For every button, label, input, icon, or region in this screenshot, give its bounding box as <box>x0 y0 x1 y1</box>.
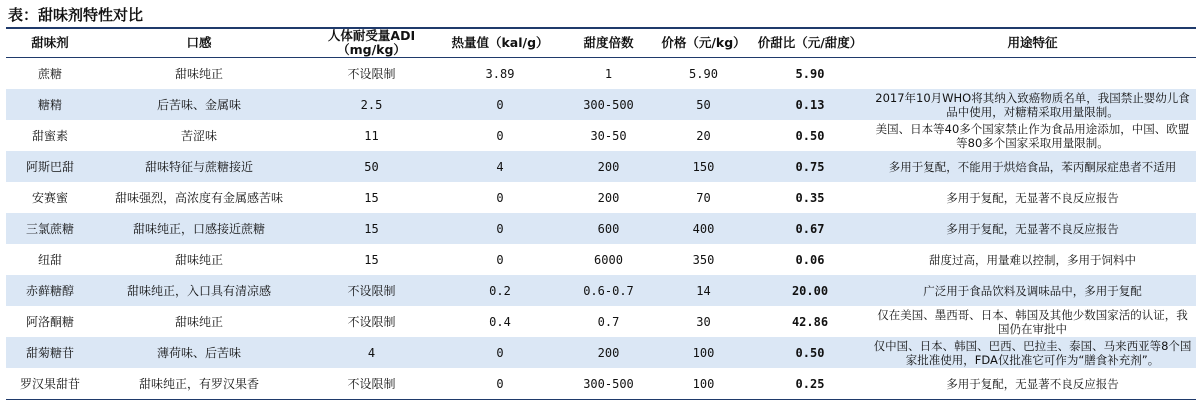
cell-sweetness-multiple: 30-50 <box>590 128 627 143</box>
table-row <box>6 337 1196 368</box>
cell-price: 100 <box>656 337 751 368</box>
cell-taste: 甜味纯正，入口具有清凉感 <box>94 275 304 306</box>
cell-sweetener: 纽甜 <box>37 252 62 267</box>
cell-usage: 仅在美国、墨西哥、日本、韩国及其他少数国家活的认证，我国仍在审批中 <box>877 307 1188 336</box>
header-row <box>6 29 1196 58</box>
cell-adi: 15 <box>364 252 379 267</box>
table-row <box>6 89 1196 120</box>
cell-price-sweetness-ratio: 0.75 <box>751 151 869 182</box>
cell-taste: 甜味纯正，有罗汉果香 <box>94 368 304 400</box>
cell-sweetness-multiple: 1 <box>604 66 613 81</box>
cell-price-sweetness-ratio: 42.86 <box>791 314 829 329</box>
cell-sweetener: 甜菊糖苷 <box>6 337 94 368</box>
cell-price: 30 <box>696 314 711 329</box>
cell-taste: 后苦味、金属味 <box>94 89 304 120</box>
cell-calories: 0 <box>496 252 504 267</box>
cell-adi: 不设限制 <box>304 275 439 306</box>
cell-price: 5.90 <box>689 66 718 81</box>
cell-sweetness-multiple: 200 <box>597 190 620 205</box>
cell-taste: 薄荷味、后苦味 <box>94 337 304 368</box>
cell-taste: 甜味强烈，高浓度有金属感苦味 <box>114 190 283 205</box>
cell-price: 350 <box>692 252 715 267</box>
cell-sweetener: 阿斯巴甜 <box>6 151 94 182</box>
cell-price-sweetness-ratio: 20.00 <box>751 275 869 306</box>
cell-price-sweetness-ratio: 0.25 <box>751 368 869 400</box>
cell-calories: 0 <box>496 190 504 205</box>
cell-calories: 0 <box>439 213 561 244</box>
cell-adi: 15 <box>364 190 379 205</box>
table-row <box>6 306 1196 337</box>
cell-usage: 甜度过高，用量难以控制，多用于饲料中 <box>929 252 1136 267</box>
table-title: 表：甜味剂特性对比 <box>8 6 144 24</box>
table-row <box>6 182 1196 213</box>
table-row <box>6 244 1196 275</box>
cell-sweetener: 蔗糖 <box>37 66 62 81</box>
cell-sweetener: 三氯蔗糖 <box>6 213 94 244</box>
cell-sweetener: 糖精 <box>6 89 94 120</box>
table-row <box>6 151 1196 182</box>
cell-calories: 4 <box>439 151 561 182</box>
cell-price: 150 <box>656 151 751 182</box>
cell-price: 100 <box>656 368 751 400</box>
cell-calories: 0.2 <box>439 275 561 306</box>
cell-calories: 0 <box>439 337 561 368</box>
table-row <box>6 368 1196 400</box>
table-row <box>6 58 1196 90</box>
cell-taste: 甜味纯正 <box>174 314 223 329</box>
cell-adi: 不设限制 <box>304 368 439 400</box>
cell-adi: 11 <box>364 128 379 143</box>
cell-adi: 15 <box>304 213 439 244</box>
header-taste: 口感 <box>94 29 304 58</box>
header-sweetener: 甜味剂 <box>6 29 94 58</box>
cell-taste: 苦涩味 <box>180 128 217 143</box>
cell-sweetness-multiple: 200 <box>561 337 656 368</box>
cell-usage: 多用于复配，不能用于烘焙食品，苯丙酮尿症患者不适用 <box>869 151 1196 182</box>
header-price-sweetness-ratio: 价甜比（元/甜度） <box>751 29 869 58</box>
cell-price: 14 <box>656 275 751 306</box>
cell-sweetness-multiple: 300-500 <box>561 368 656 400</box>
cell-sweetener: 阿洛酮糖 <box>25 314 74 329</box>
cell-sweetener: 安赛蜜 <box>31 190 68 205</box>
cell-price: 70 <box>696 190 711 205</box>
cell-adi: 50 <box>304 151 439 182</box>
table-row <box>6 213 1196 244</box>
cell-calories: 0 <box>496 128 504 143</box>
cell-price: 400 <box>656 213 751 244</box>
cell-usage: 美国、日本等40多个国家禁止作为食品用途添加，中国、欧盟等80多个国家采取用量限制。 <box>875 121 1190 150</box>
cell-price-sweetness-ratio: 0.50 <box>795 128 825 143</box>
table-row <box>6 120 1196 151</box>
sweetener-comparison-table <box>6 29 1196 400</box>
cell-usage: 仅中国、日本、韩国、巴西、巴拉圭、泰国、马来西亚等8个国家批准使用，FDA仅批准它可作为“膳食补充剂”。 <box>869 337 1196 368</box>
cell-sweetener: 甜蜜素 <box>31 128 68 143</box>
cell-calories: 0 <box>439 368 561 400</box>
cell-taste: 甜味纯正 <box>174 252 223 267</box>
cell-taste: 甜味纯正，口感接近蔗糖 <box>94 213 304 244</box>
cell-taste: 甜味纯正 <box>174 66 223 81</box>
cell-usage: 多用于复配，无显著不良反应报告 <box>869 213 1196 244</box>
cell-price-sweetness-ratio: 0.67 <box>751 213 869 244</box>
cell-taste: 甜味特征与蔗糖接近 <box>94 151 304 182</box>
header-usage: 用途特征 <box>869 29 1196 58</box>
cell-sweetener: 罗汉果甜苷 <box>6 368 94 400</box>
cell-adi: 2.5 <box>304 89 439 120</box>
cell-sweetness-multiple: 0.6-0.7 <box>561 275 656 306</box>
cell-price: 50 <box>656 89 751 120</box>
cell-sweetness-multiple: 6000 <box>594 252 623 267</box>
cell-calories: 0 <box>439 89 561 120</box>
cell-usage: 多用于复配，无显著不良反应报告 <box>869 368 1196 400</box>
cell-price-sweetness-ratio: 5.90 <box>795 66 825 81</box>
cell-sweetness-multiple: 200 <box>561 151 656 182</box>
cell-price-sweetness-ratio: 0.13 <box>751 89 869 120</box>
cell-price: 20 <box>696 128 711 143</box>
cell-adi: 4 <box>304 337 439 368</box>
cell-price-sweetness-ratio: 0.50 <box>751 337 869 368</box>
header-sweetness-multiple: 甜度倍数 <box>561 29 656 58</box>
cell-calories: 3.89 <box>485 66 515 81</box>
cell-price-sweetness-ratio: 0.06 <box>795 252 825 267</box>
cell-sweetness-multiple: 0.7 <box>597 314 620 329</box>
cell-adi: 不设限制 <box>347 66 396 81</box>
cell-sweetness-multiple: 600 <box>561 213 656 244</box>
cell-usage <box>869 58 1196 90</box>
table-row <box>6 275 1196 306</box>
header-price: 价格（元/kg） <box>656 29 751 58</box>
cell-calories: 0.4 <box>489 314 511 329</box>
cell-adi: 不设限制 <box>347 314 396 329</box>
header-calories: 热量值（kal/g） <box>439 29 561 58</box>
cell-usage: 多用于复配，无显著不良反应报告 <box>946 190 1119 205</box>
cell-usage: 广泛用于食品饮料及调味品中，多用于复配 <box>869 275 1196 306</box>
cell-sweetness-multiple: 300-500 <box>561 89 656 120</box>
cell-price-sweetness-ratio: 0.35 <box>795 190 825 205</box>
cell-sweetener: 赤藓糖醇 <box>6 275 94 306</box>
header-adi: 人体耐受量ADI（mg/kg） <box>304 29 439 58</box>
cell-usage: 2017年10月WHO将其纳入致癌物质名单，我国禁止婴幼儿食品中使用，对糖精采取用量限制。 <box>869 89 1196 120</box>
